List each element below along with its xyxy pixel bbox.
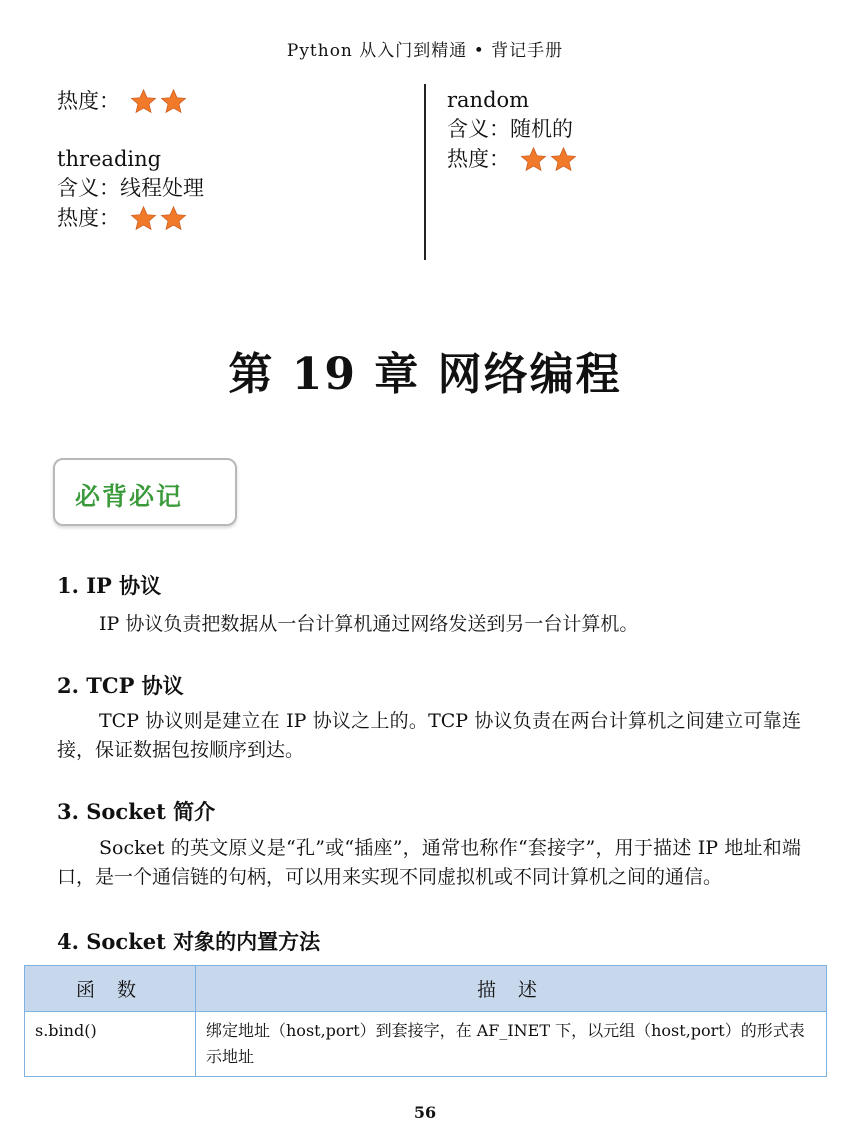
star-rating bbox=[130, 205, 190, 232]
section-title: 1. IP 协议 bbox=[57, 573, 162, 598]
section-title: 3. Socket 简介 bbox=[57, 799, 216, 824]
star-rating bbox=[130, 88, 190, 115]
chapter-title: 第 19 章 网络编程 bbox=[228, 349, 622, 400]
section-body: TCP 协议则是建立在 IP 协议之上的。TCP 协议负责在两台计算机之间建立可靠连接，保证数据包按顺序到达。 bbox=[57, 710, 801, 761]
heat-rating bbox=[57, 203, 417, 233]
star-icon bbox=[160, 205, 187, 232]
left-column bbox=[57, 86, 417, 233]
heat-rating bbox=[57, 86, 417, 116]
heat-label: 热度： bbox=[447, 146, 510, 171]
column-header-description: 描 述 bbox=[196, 966, 827, 1012]
star-icon bbox=[130, 205, 157, 232]
table-row bbox=[25, 1012, 827, 1077]
description-cell: 绑定地址（host,port）到套接字，在 AF_INET 下，以元组（host,port）的形式表示地址 bbox=[196, 1012, 827, 1077]
star-icon bbox=[520, 146, 547, 173]
star-icon bbox=[550, 146, 577, 173]
table-header-row bbox=[25, 966, 827, 1012]
heat-label: 热度： bbox=[57, 205, 120, 230]
column-header-function: 函 数 bbox=[25, 966, 196, 1012]
right-column bbox=[447, 86, 807, 174]
heat-rating bbox=[447, 144, 807, 174]
badge-label: 必背必记 bbox=[75, 482, 184, 511]
page-number: 56 bbox=[413, 1103, 437, 1122]
module-meaning: 含义：随机的 bbox=[447, 117, 573, 141]
function-cell: s.bind() bbox=[25, 1012, 196, 1077]
section-body: IP 协议负责把数据从一台计算机通过网络发送到另一台计算机。 bbox=[99, 613, 639, 635]
module-name: threading bbox=[57, 147, 162, 171]
star-rating bbox=[520, 146, 580, 173]
module-meaning: 含义：线程处理 bbox=[57, 176, 204, 200]
section-title: 4. Socket 对象的内置方法 bbox=[57, 929, 321, 954]
heat-label: 热度： bbox=[57, 88, 120, 113]
column-divider bbox=[424, 84, 426, 260]
section-body: Socket 的英文原义是“孔”或“插座”，通常也称作“套接字”，用于描述 IP 地址和端口，是一个通信链的句柄，可以用来实现不同虚拟机或不同计算机之间的通信。 bbox=[57, 837, 801, 888]
section-title: 2. TCP 协议 bbox=[57, 673, 184, 698]
star-icon bbox=[130, 88, 157, 115]
star-icon bbox=[160, 88, 187, 115]
page-header: Python 从入门到精通 • 背记手册 bbox=[286, 41, 564, 61]
module-name: random bbox=[447, 88, 530, 112]
must-memorize-badge bbox=[53, 458, 237, 526]
socket-methods-table bbox=[24, 965, 827, 1077]
